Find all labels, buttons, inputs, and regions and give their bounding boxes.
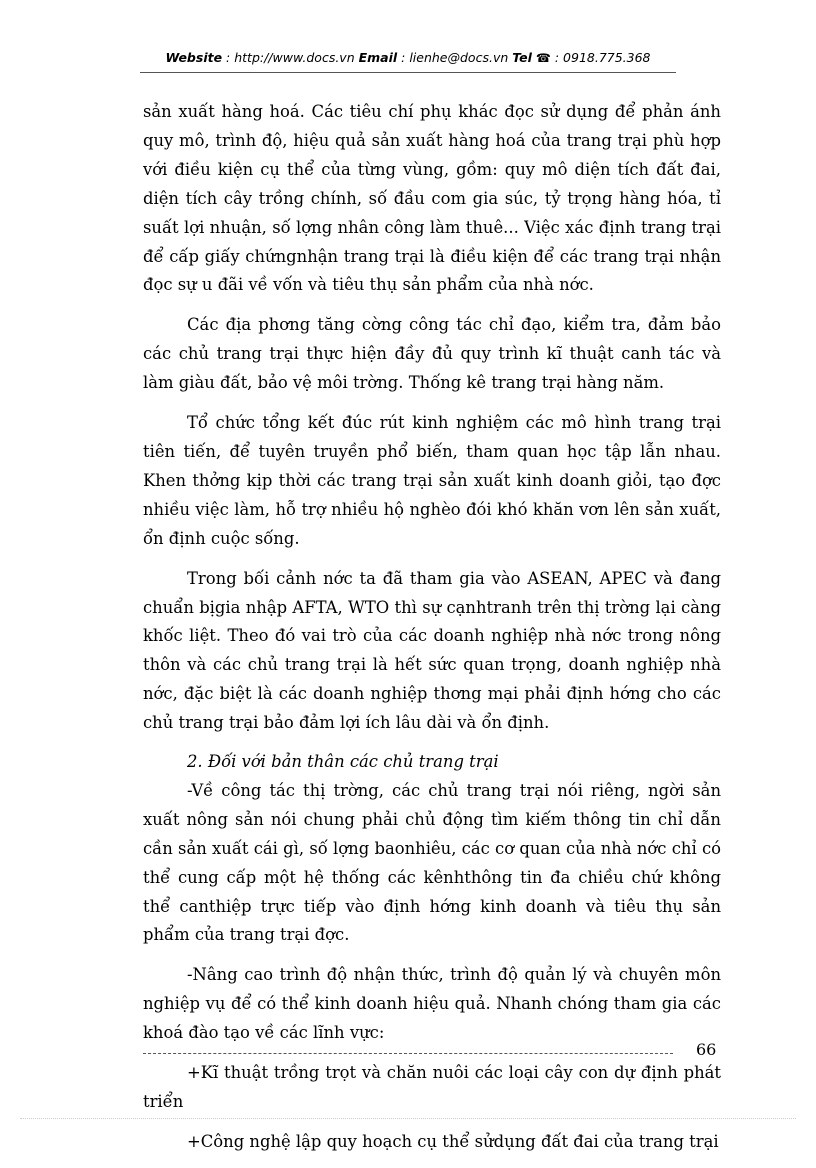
tel-number: : 0918.775.368: [550, 50, 651, 65]
paragraph-experience: Tổ chức tổng kết đúc rút kinh nghiệm các mô hình trang trại tiên tiến, để tuyên truyền phổ biến, tham quan học tập lẫn nhau. Khen thởng kịp thời các trang trại sản xuất kinh doanh giỏi, tạo đợc nhiều việc làm, hỗ trợ nhiều hộ nghèo đói khó khăn vơn lên sản xuất, ổn định cuộc sống.: [143, 413, 721, 548]
email-address[interactable]: : lienhe@docs.vn: [397, 50, 513, 65]
page-number: 66: [696, 1040, 717, 1059]
tel-label: Tel: [512, 50, 532, 65]
website-url[interactable]: : http://www.docs.vn: [222, 50, 359, 65]
paragraph-market: -Về công tác thị trờng, các chủ trang trại nói riêng, ngời sản xuất nông sản nói chung phải chủ động tìm kiếm thông tin chỉ dẫn cần sản xuất cái gì, số lợng baonhiêu, các cơ quan của nhà nớc chỉ có thể cung cấp một hệ thống các kênhthông tin đa chiều chứ không thể canthiệp trực tiếp vào định hớng kinh doanh và tiêu thụ sản phẩm của trang trại đợc.: [143, 780, 721, 945]
page-edge-divider: [20, 1118, 796, 1119]
website-label: Website: [165, 50, 223, 65]
page-header: [140, 50, 676, 72]
paragraph-localities: Các địa phơng tăng cờng công tác chỉ đạo, kiểm tra, đảm bảo các chủ trang trại thực hiện đầy đủ quy trình kĩ thuật canh tác và làm giàu đất, bảo vệ môi trờng. Thống kê trang trại hàng năm.: [143, 315, 721, 393]
phone-icon: ☎: [535, 51, 551, 65]
header-divider: [140, 72, 676, 73]
paragraph-context: Trong bối cảnh nớc ta đã tham gia vào ASEAN, APEC và đang chuẩn bịgia nhập AFTA, WTO thì sự cạnhtranh trên thị trờng lại càng khốc liệt. Theo đó vai trò của các doanh nghiệp nhà nớc trong nông thôn và các chủ trang trại là hết sức quan trọng, doanh nghiệp nhà nớc, đặc biệt là các doanh nghiệp thơng mại phải định hớng cho các chủ trang trại bảo đảm lợi ích lâu dài và ổn định.: [143, 568, 721, 733]
section-heading: 2. Đối với bản thân các chủ trang trại: [187, 752, 499, 772]
email-label: Email: [358, 50, 398, 65]
list-item-cultivation: +Kĩ thuật trồng trọt và chăn nuôi các loại cây con dự định phát triển: [143, 1063, 721, 1111]
footer-divider: [143, 1053, 673, 1054]
paragraph-training: -Nâng cao trình độ nhận thức, trình độ quản lý và chuyên môn nghiệp vụ để có thể kinh doanh hiệu quả. Nhanh chóng tham gia các khoá đào tạo về các lĩnh vực:: [143, 965, 721, 1043]
list-item-planning: +Công nghệ lập quy hoạch cụ thể sửdụng đất đai của trang trại: [187, 1131, 719, 1151]
document-body: [143, 98, 721, 1168]
paragraph-criteria: sản xuất hàng hoá. Các tiêu chí phụ khác đọc sử dụng để phản ánh quy mô, trình độ, hiệu quả sản xuất hàng hoá của trang trại phù hợp với điều kiện cụ thể của từng vùng, gồm: quy mô diện tích đất đai, diện tích cây trồng chính, số đầu com gia súc, tỷ trọng hàng hóa, tỉ suất lợi nhuận, số lợng nhân công làm thuê... Việc xác định trang trại để cấp giấy chứngnhận trang trại là điều kiện để các trang trại nhận đọc sự u đãi về vốn và tiêu thụ sản phẩm của nhà nớc.: [143, 102, 721, 295]
